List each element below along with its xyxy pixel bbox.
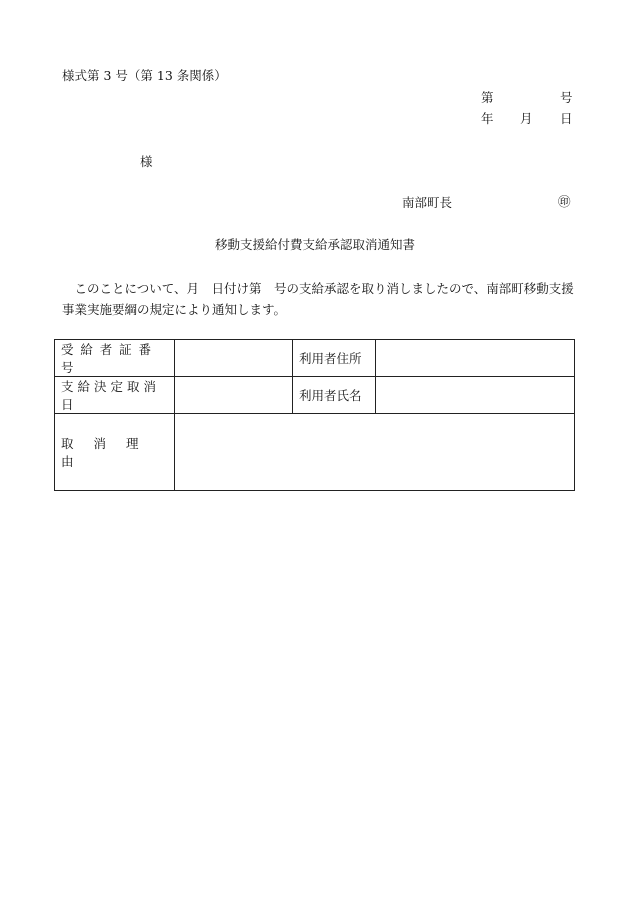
table-row — [55, 377, 575, 414]
cancel-date-label: 支給決定取消日 — [55, 377, 175, 414]
document-number-prefix: 第 — [481, 90, 494, 105]
addressee-suffix: 様 — [140, 154, 153, 169]
form-label: 様式第 3 号（第 13 条関係） — [62, 68, 227, 83]
date-month-label: 月 — [520, 111, 533, 126]
body-text: このことについて、月 日付け第 号の支給承認を取り消しましたので、南部町移動支援事業実施要綱の規定により通知します。 — [62, 281, 574, 317]
document-title: 移動支援給付費支給承認取消通知書 — [214, 237, 415, 252]
recipient-id-field[interactable] — [175, 340, 293, 377]
document-number-suffix: 号 — [560, 90, 573, 105]
reason-field[interactable] — [175, 414, 575, 491]
date-day-label: 日 — [560, 111, 573, 126]
table-row — [55, 414, 575, 491]
info-table — [54, 339, 575, 491]
sender-name: 南部町長 — [402, 195, 453, 210]
user-name-field[interactable] — [376, 377, 575, 414]
date-year-label: 年 — [481, 111, 494, 126]
table-row — [55, 340, 575, 377]
user-address-label: 利用者住所 — [293, 340, 376, 377]
seal-icon: ㊞ — [558, 194, 571, 209]
user-address-field[interactable] — [376, 340, 575, 377]
cancel-date-field[interactable] — [175, 377, 293, 414]
reason-label: 取消理由 — [55, 414, 175, 491]
recipient-id-label: 受給者証番号 — [55, 340, 175, 377]
user-name-label: 利用者氏名 — [293, 377, 376, 414]
